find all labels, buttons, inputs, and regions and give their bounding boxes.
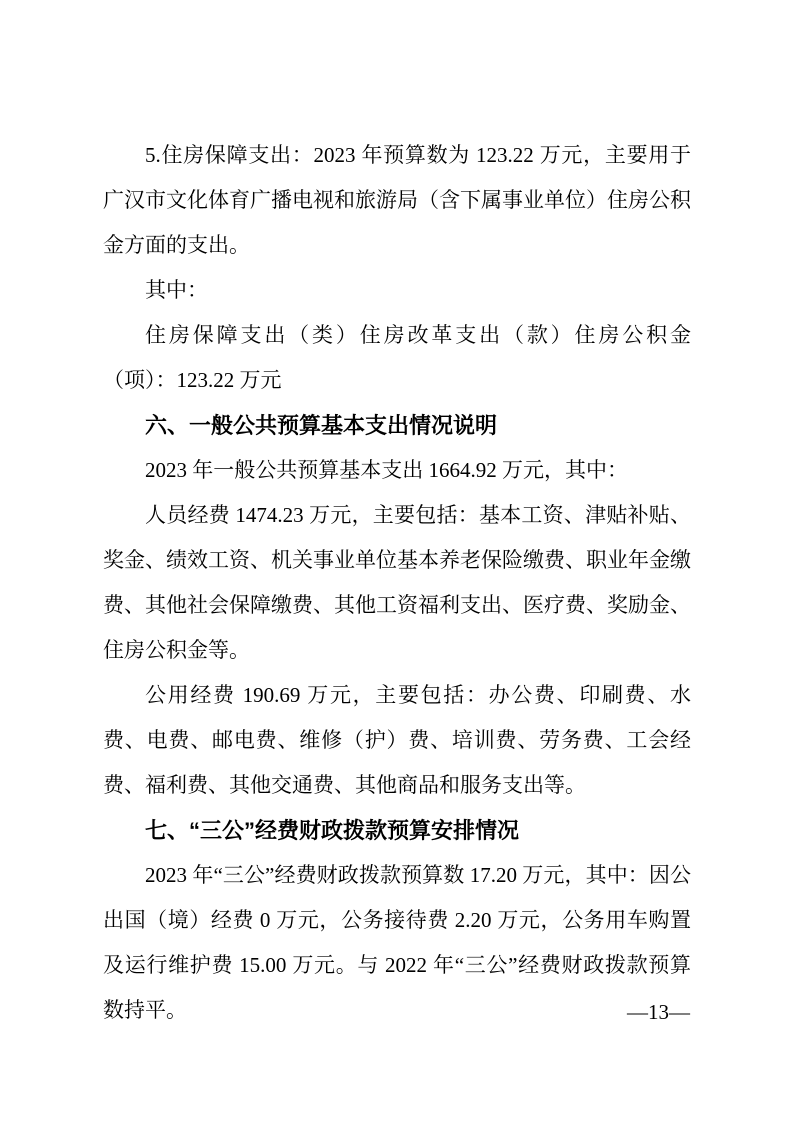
section-heading-six-basic-expenditure: 六、一般公共预算基本支出情况说明 — [145, 413, 498, 438]
paragraph-three-public-funds-budget: 2023 年“三公”经费财政拨款预算数 17.20 万元，其中：因公出国（境）经费 0 万元，公务接待费 2.20 万元，公务用车购置及运行维护费 15.00 万元。与 2022 年“三公”经费财政拨款预算数持平。 — [103, 863, 691, 1022]
document-body — [103, 133, 691, 1033]
paragraph-housing-support-budget: 5.住房保障支出：2023 年预算数为 123.22 万元，主要用于广汉市文化体育广播电视和旅游局（含下属事业单位）住房公积金方面的支出。 — [103, 143, 691, 257]
paragraph-public-funds: 公用经费 190.69 万元，主要包括：办公费、印刷费、水费、电费、邮电费、维修（护）费、培训费、劳务费、工会经费、福利费、其他交通费、其他商品和服务支出等。 — [103, 683, 691, 797]
paragraph-housing-fund-item: 住房保障支出（类）住房改革支出（款）住房公积金（项）：123.22 万元 — [103, 323, 691, 392]
page-number: —13— — [627, 1000, 690, 1024]
paragraph-among-which: 其中： — [145, 278, 208, 302]
section-heading-seven-three-public-funds: 七、“三公”经费财政拨款预算安排情况 — [145, 818, 520, 843]
paragraph-personnel-funds: 人员经费 1474.23 万元，主要包括：基本工资、津贴补贴、奖金、绩效工资、机关事业单位基本养老保险缴费、职业年金缴费、其他社会保障缴费、其他工资福利支出、医疗费、奖励金、住房公积金等。 — [103, 503, 691, 662]
paragraph-basic-expenditure-total: 2023 年一般公共预算基本支出 1664.92 万元，其中： — [145, 458, 628, 482]
